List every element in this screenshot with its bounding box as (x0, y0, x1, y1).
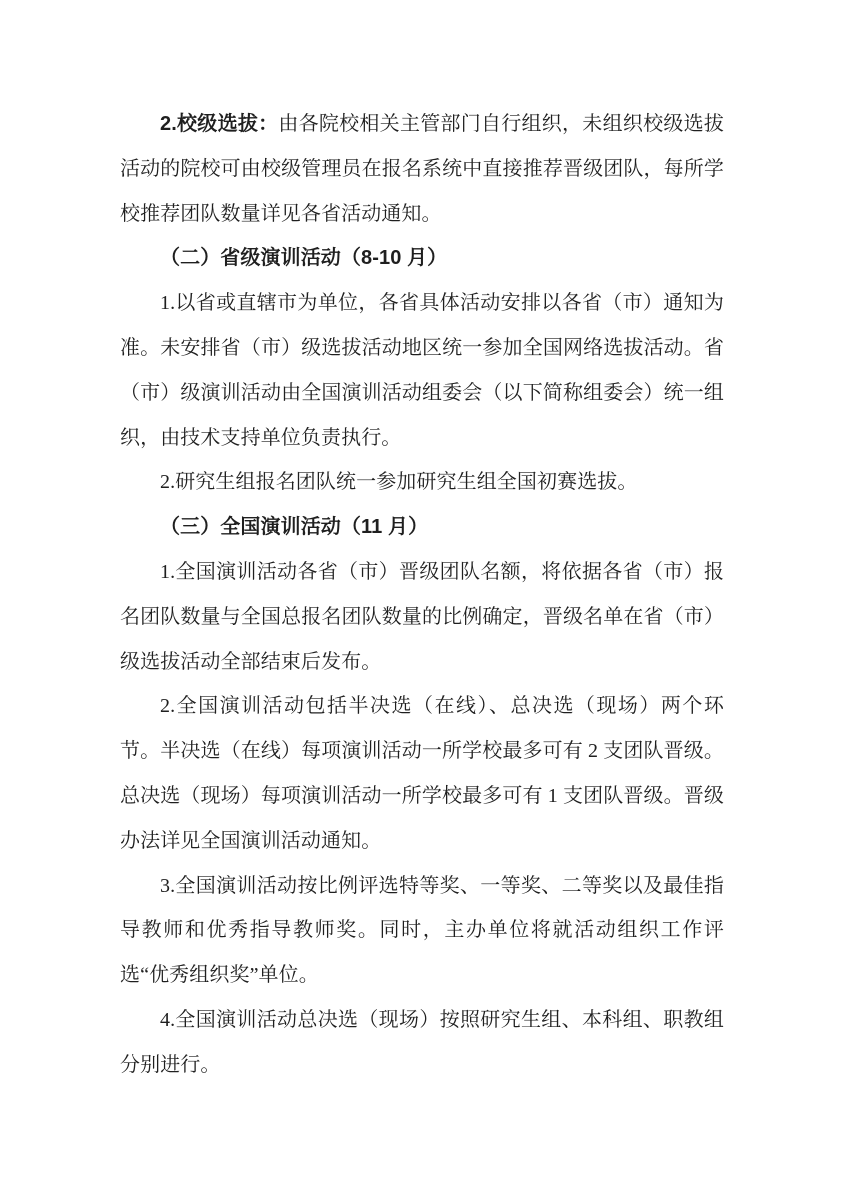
paragraph-school-selection (120, 102, 724, 236)
section-heading-national-activity: （三）全国演训活动（11 月） (160, 516, 429, 539)
paragraph-provincial-item-2: 2.研究生组报名团队统一参加研究生组全国初赛选拔。 (160, 471, 638, 494)
paragraph-national-item-2: 2.全国演训活动包括半决选（在线）、总决选（现场）两个环节。半决选（在线）每项演训活动一所学校最多可有 2 支团队晋级。总决选（现场）每项演训活动一所学校最多可有 1 支团队晋级。晋级办法详见全国演训活动通知。 (120, 695, 724, 852)
paragraph-bold-lead: 2.校级选拔： (160, 113, 279, 135)
section-heading-provincial-activity: （二）省级演训活动（8-10 月） (160, 247, 448, 270)
paragraph-national-item-1: 1.全国演训活动各省（市）晋级团队名额，将依据各省（市）报名团队数量与全国总报名团队数量的比例确定，晋级名单在省（市）级选拔活动全部结束后发布。 (120, 560, 724, 673)
paragraph-text: 由各院校相关主管部门自行组织，未组织校级选拔活动的院校可由校级管理员在报名系统中直接推荐晋级团队，每所学校推荐团队数量详见各省活动通知。 (120, 113, 724, 225)
paragraph-provincial-item-1: 1.以省或直辖市为单位，各省具体活动安排以各省（市）通知为准。未安排省（市）级选拔活动地区统一参加全国网络选拔活动。省（市）级演训活动由全国演训活动组委会（以下简称组委会）统一组织，由技术支持单位负责执行。 (120, 292, 724, 449)
paragraph-national-item-3: 3.全国演训活动按比例评选特等奖、一等奖、二等奖以及最佳指导教师和优秀指导教师奖。同时，主办单位将就活动组织工作评选“优秀组织奖”单位。 (120, 874, 724, 987)
paragraph-national-item-4: 4.全国演训活动总决选（现场）按照研究生组、本科组、职教组分别进行。 (120, 1008, 724, 1076)
